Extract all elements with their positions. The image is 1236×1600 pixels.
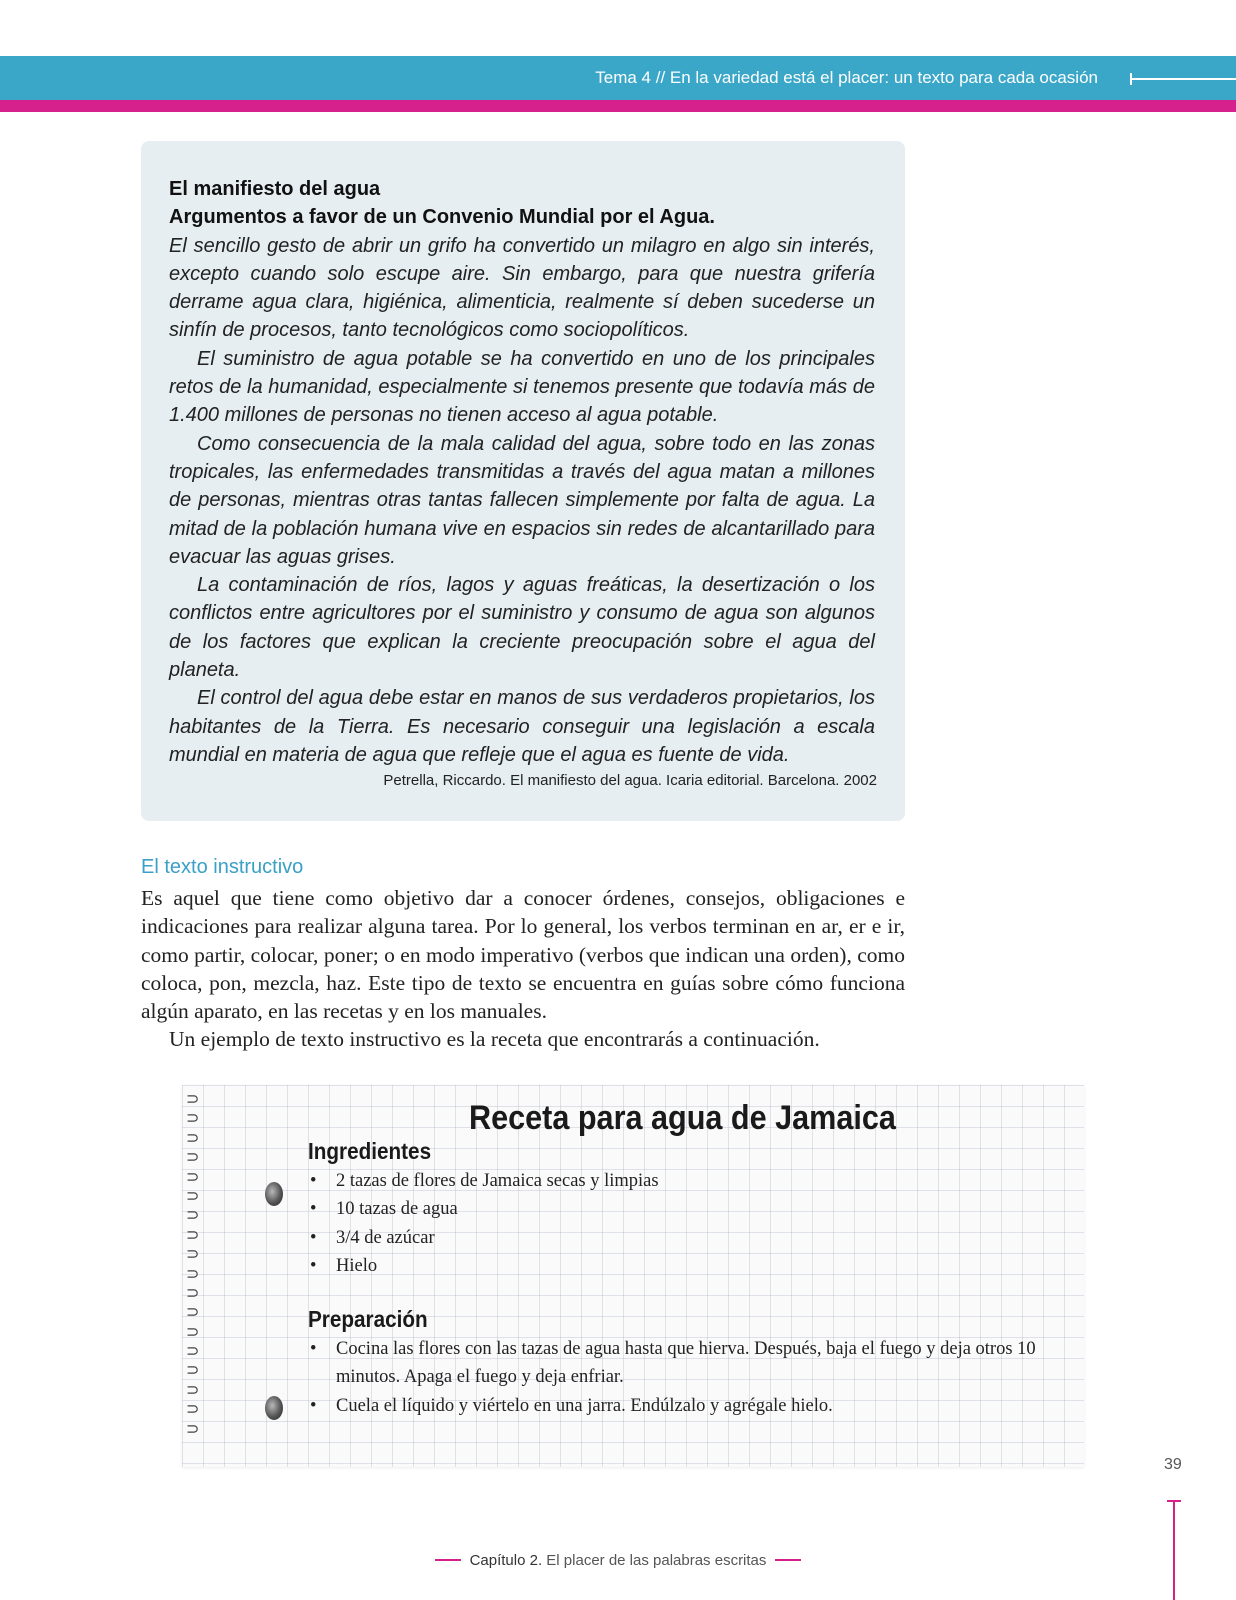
- footer-chapter-title: El placer de las palabras escritas: [546, 1551, 767, 1569]
- section-paragraph: Un ejemplo de texto instructivo es la receta que encontrarás a continuación.: [169, 1027, 820, 1052]
- preparation-heading: Preparación: [308, 1306, 428, 1332]
- list-item: • Cocina las flores con las tazas de agua hasta que hierva. Después, baja el fuego y deja otros 10 minutos. Apaga el fuego y deja enfriar.: [310, 1339, 1036, 1388]
- punch-hole-icon: [265, 1182, 283, 1206]
- punch-hole-icon: [265, 1396, 283, 1420]
- header-accent-stripe: [0, 100, 1236, 112]
- quote-title: El manifiesto del agua: [169, 178, 381, 200]
- quote-source: Petrella, Riccardo. El manifiesto del agua. Icaria editorial. Barcelona. 2002: [383, 772, 877, 789]
- footer-chapter: [470, 1552, 767, 1569]
- list-item: • 3/4 de azúcar: [310, 1227, 435, 1248]
- recipe-notebook: [182, 1085, 1084, 1467]
- margin-rule: [1173, 1500, 1175, 1600]
- spiral-binding-icon: ⊃ ⊃ ⊃ ⊃ ⊃ ⊃ ⊃ ⊃ ⊃ ⊃ ⊃ ⊃ ⊃ ⊃ ⊃ ⊃ ⊃ ⊃: [186, 1089, 200, 1438]
- section-paragraph: Es aquel que tiene como objetivo dar a conocer órdenes, consejos, obligaciones e indicaciones para realizar alguna tarea. Por lo general, los verbos terminan en ar, er e ir, como partir, colocar, poner; o en modo imperativo (verbos que indican una orden), como coloca, pon, mezcla, haz. Este tipo de texto se encuentra en guías sobre cómo funciona algún aparato, en las recetas y en los manuales.: [141, 886, 905, 1024]
- header-topic: Tema 4 // En la variedad está el placer: un texto para cada ocasión: [595, 68, 1098, 87]
- quote-paragraph: El control del agua debe estar en manos de sus verdaderos propietarios, los habitantes de la Tierra. Es necesario conseguir una legislación a escala mundial en materia de agua que refleje que el agua es fuente de vida.: [169, 687, 875, 766]
- list-item: • Hielo: [310, 1255, 378, 1276]
- preparation-list: [308, 1335, 1048, 1420]
- list-item: • Cuela el líquido y viértelo en una jarra. Endúlzalo y agrégale hielo.: [310, 1395, 833, 1416]
- recipe-title: Receta para agua de Jamaica: [469, 1099, 896, 1137]
- quote-subtitle: Argumentos a favor de un Convenio Mundial por el Agua.: [169, 206, 715, 229]
- footer: [0, 1551, 1236, 1569]
- quote-box: [141, 141, 905, 821]
- quote-paragraph: El suministro de agua potable se ha convertido en uno de los principales retos de la humanidad, especialmente si tenemos presente que todavía más de 1.400 millones de personas no tienen acceso al agua potable.: [169, 347, 875, 427]
- quote-content: [169, 175, 875, 769]
- list-item: • 10 tazas de agua: [310, 1199, 458, 1220]
- header-rule: [1130, 78, 1236, 80]
- section-body: [141, 884, 905, 1054]
- quote-paragraph: Como consecuencia de la mala calidad del agua, sobre todo en las zonas tropicales, las enfermedades transmitidas a través del agua matan a millones de personas, mientras otras tantas fallecen simplemente por falta de agua. La mitad de la población humana vive en espacios sin redes de alcantarillado para evacuar las aguas grises.: [169, 432, 875, 568]
- footer-rule-left: [435, 1559, 461, 1561]
- quote-paragraph: La contaminación de ríos, lagos y aguas freáticas, la desertización o los conflictos entre agricultores por el suministro y consumo de agua son algunos de los factores que explican la creciente preocupación sobre el agua del planeta.: [169, 574, 875, 682]
- quote-paragraph: El sencillo gesto de abrir un grifo ha convertido un milagro en algo sin interés, excepto cuando solo escupe aire. Sin embargo, para que nuestra grifería derrame agua clara, higiénica, alimenticia, realmente sí deben sucederse un sinfín de procesos, tanto tecnológicos como sociopolíticos.: [169, 234, 875, 342]
- ingredients-list: [308, 1167, 1028, 1280]
- ingredients-heading: Ingredientes: [308, 1138, 432, 1164]
- page-number: 39: [1164, 1456, 1182, 1473]
- footer-chapter-label: Capítulo 2.: [469, 1551, 543, 1569]
- section-heading: El texto instructivo: [141, 856, 304, 878]
- list-item: • 2 tazas de flores de Jamaica secas y limpias: [310, 1171, 659, 1191]
- footer-rule-right: [775, 1559, 801, 1561]
